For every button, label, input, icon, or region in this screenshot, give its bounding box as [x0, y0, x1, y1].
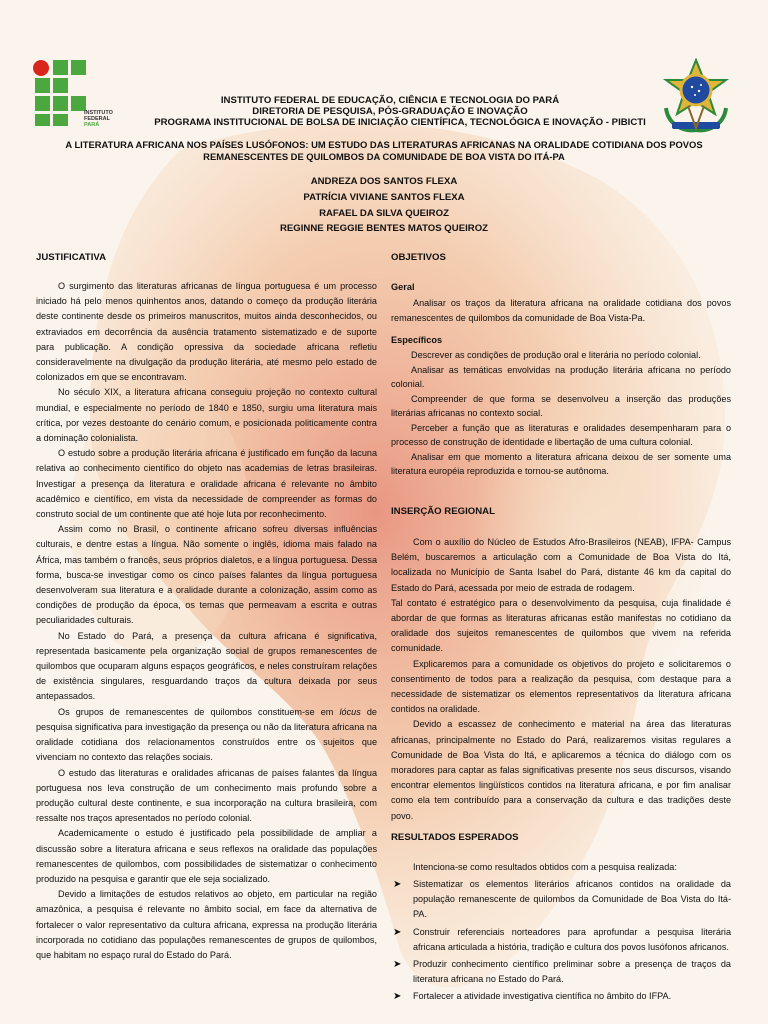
resultados-heading: RESULTADOS ESPERADOS: [391, 832, 519, 843]
insercao-p2: Tal contato é estratégico para o desenvolvimento da pesquisa, cuja finalidade é abordar de que formas as literaturas africanas estão manifestas no cotidiano da oralidade dos sujeitos remanescentes de quilombos que vivem na referida comunidade.: [391, 597, 731, 654]
especificos-heading: Específicos: [391, 335, 443, 345]
resultado-item-3: ➤ Produzir conhecimento científico preliminar sobre a presença de traços da literatura africana no Estado do Pará.: [393, 959, 731, 985]
author-4: REGINNE REGGIE BENTES MATOS QUEIROZ: [279, 223, 489, 234]
resultados-intro: Intenciona-se como resultados obtidos com a pesquisa realizada:: [413, 862, 677, 872]
arrow-bullet-icon: ➤: [393, 991, 402, 1003]
insercao-heading: INSERÇÃO REGIONAL: [391, 506, 495, 517]
logo-text-line2: PARÁ: [84, 122, 100, 128]
author-3: RAFAEL DA SILVA QUEIROZ: [319, 208, 449, 219]
arrow-bullet-icon: ➤: [393, 926, 402, 938]
resultado-item-1: ➤ Sistematizar os elementos literários africanos contidos na oralidade da população remanescente de quilombos da Comunidade de Boa Vista do Itá-PA.: [393, 879, 731, 920]
justificativa-heading: JUSTIFICATIVA: [36, 252, 106, 263]
geral-text: Analisar os traços da literatura africana na oralidade cotidiana dos povos remanescentes de quilombos da comunidade de Boa Vista-Pa.: [391, 298, 731, 324]
logo-text-line1: INSTITUTO FEDERAL: [84, 110, 113, 122]
especifico-5: Analisar em que momento a literatura africana deixou de ser somente uma literatura européia reproduzida e tornou-se autônoma.: [391, 451, 731, 476]
justificativa-p4: Assim como no Brasil, o continente africano sofreu diversas influências culturais, e dentre estas a língua. Não somente o inglês, idioma mais falado na África, mas também o francês, seus próprios dialetos, e a língua portuguesa. Dessa forma, busca-se investigar como os cinco países falantes da língua portuguesa desenvolveram sua literatura e a oralidade durante a colonização, assim como as condições de produção da época, os temas que permeavam a escrita e outras peculiaridades culturais.: [36, 524, 377, 626]
resultado-item-4: ➤ Fortalecer a atividade investigativa científica no âmbito do IFPA.: [391, 989, 731, 1004]
ifpa-logo: [30, 58, 130, 130]
resultados-intro-box: [391, 834, 731, 875]
justificativa-p3: O estudo sobre a produção literária africana é justificado em função da lacuna relativa ao conhecimento científico do objeto nas academias de letras brasileiras. Investigar a presença da literatura e oralidade africana é relevante no âmbito acadêmico e científico, em vista da necessidade de compreender as formas do construto social de um continente que até hoje luta por reconhecimento.: [36, 448, 377, 520]
arrow-bullet-icon: ➤: [393, 879, 402, 890]
especificos-body: [391, 348, 731, 479]
objetivos-heading: OBJETIVOS: [391, 252, 446, 263]
insercao-p4: Devido a escassez de conhecimento e material na área das literaturas africanas, principalmente no Estado do Pará, realizaremos visitas regulares a Comunidade de Boa Vista do Itá, e aplicaremos a técnica do diálogo com os moradores para captar as falas significativas presente nos seus discursos, visando encontrar elementos lingüísticos contidos na literatura africana, e por fim analisar como ela tem contribuído para a conservação da cultura e das tradições deste povo.: [391, 719, 731, 821]
header-line1: INSTITUTO FEDERAL DE EDUCAÇÃO, CIÊNCIA E TECNOLOGIA DO PARÁ: [220, 95, 560, 106]
title-line2: REMANESCENTES DE QUILOMBOS DA COMUNIDADE DE BOA VISTA DO ITÁ-PA: [203, 151, 565, 162]
locus-italic: lócus: [339, 706, 361, 717]
justificativa-p9: Devido a limitações de estudos relativos ao objeto, em particular na região amazônica, a pesquisa é relevante no âmbito social, em face da alternativa de fortalecer o valor representativo da cultura africana, expressa na produção literária incorporada no cotidiano das populações remanescentes de grupos de quilombos, que habitam no espaço rural do Estado do Pará.: [36, 889, 377, 960]
author-1: ANDREZA DOS SANTOS FLEXA: [310, 176, 458, 187]
ifpa-logo-icon: [30, 58, 90, 128]
especifico-1: Descrever as condições de produção oral e literária no período colonial.: [411, 350, 701, 360]
author-2: PATRÍCIA VIVIANE SANTOS FLEXA: [303, 192, 465, 203]
arrow-bullet-icon: ➤: [393, 959, 402, 971]
header-line2: DIRETORIA DE PESQUISA, PÓS-GRADUAÇÃO E INOVAÇÃO: [252, 106, 528, 117]
justificativa-p6: Os grupos de remanescentes de quilombos constituem-se em lócus de pesquisa significativa para investigação da presença ou não da literatura africana na oralidade cotidiana dos relacionamentos construídos entre os sujeitos que vivenciam no contexto das relações sociais.: [36, 706, 377, 763]
institution-header: [160, 95, 620, 117]
paper-title: [40, 139, 728, 163]
resultado-item-2: ➤ Construir referenciais norteadores para aprofundar a pesquisa literária africana articulada a história, tradição e cultura dos povos lusófonos africanos.: [393, 926, 731, 952]
resultados-list: [391, 877, 731, 1007]
especifico-4: Perceber a função que as literaturas e oralidades desempenharam para o processo de construção de identidade e libertação de uma cultura colonial.: [391, 422, 731, 447]
justificativa-p8: Academicamente o estudo é justificado pela possibilidade de ampliar a discussão sobre a literatura africana e seus reflexos na oralidade das populações remanescentes de quilombos, com possibilidades de sistematizar o conhecimento produzido na pesquisa e garantir que ele seja socializado.: [36, 828, 377, 884]
justificativa-p2: No século XIX, a literatura africana conseguiu projeção no contexto cultural mundial, e especialmente no período de 1840 e 1850, surgiu uma literatura mais crítica, por vezes destoante do cenário comum, e posicionada politicamente contra a dominação colonialista.: [36, 387, 377, 444]
especifico-3: Compreender de que forma se desenvolveu a inserção das produções literárias africanas no contexto social.: [391, 393, 731, 418]
header-line3: PROGRAMA INSTITUCIONAL DE BOLSA DE INICIAÇÃO CIENTÍFICA, TECNOLÓGICA E INOVAÇÃO - PIBICTI: [154, 117, 646, 128]
insercao-p1: Com o auxílio do Núcleo de Estudos Afro-Brasileiros (NEAB), IFPA- Campus Belém, buscaremos a articulação com a Comunidade de Boa Vista do Itá, localizada no Município de Santa Isabel do Pará, distante 46 km da capital do Estado do Pará, acessada por meio de estrada de rodagem.: [391, 537, 731, 593]
justificativa-p7: O estudo das literaturas e oralidades africanas de países falantes da língua portuguesa nos leva construção de um conhecimento mais profundo sobre a produção cultural deste continente, e sua incorporação na cultura brasileira, com ressalte nos traços apresentados no período colonial.: [36, 767, 377, 824]
geral-body: [391, 296, 731, 326]
justificativa-p5: No Estado do Pará, a presença da cultura africana é significativa, representada basicamente pela organização social de grupos remanescentes de quilombos que ocuparam alguns espaços geográficos, e neles construíram relações de existência singulares, resguardando traços da cultura deixada por seus antepassados.: [36, 630, 377, 702]
geral-heading: Geral: [391, 282, 415, 292]
title-line1: A LITERATURA AFRICANA NOS PAÍSES LUSÓFONOS: UM ESTUDO DAS LITERATURAS AFRICANAS NA ORALIDADE COTIDIANA DOS POVOS: [65, 139, 703, 150]
especifico-2: Analisar as temáticas envolvidas na produção literária africana no período colonial.: [391, 364, 731, 389]
insercao-p3: Explicaremos para a comunidade os objetivos do projeto e solicitaremos o consentimento de todos para a realização da pesquisa, com destaque para a necessidade de sistematizar os elementos representativos da literatura africana contidos na oralidade.: [391, 658, 731, 715]
insercao-body: [391, 535, 731, 824]
justificativa-body: [36, 279, 377, 963]
justificativa-p1: O surgimento das literaturas africanas de língua portuguesa é um processo iniciado há pelo menos quinhentos anos, datando o começo da produção literária deste continente desde os primeiros manuscritos, muitos ainda desconhecidos, ou extraviados em decorrência da ausência tratamento sistematizado e de suporte para publicação. A condição opressiva da sociedade africana refletiu consideravelmente na divulgação da produção literária, até mesmo pelo estado de colonizados em que se encontravam.: [36, 281, 377, 383]
